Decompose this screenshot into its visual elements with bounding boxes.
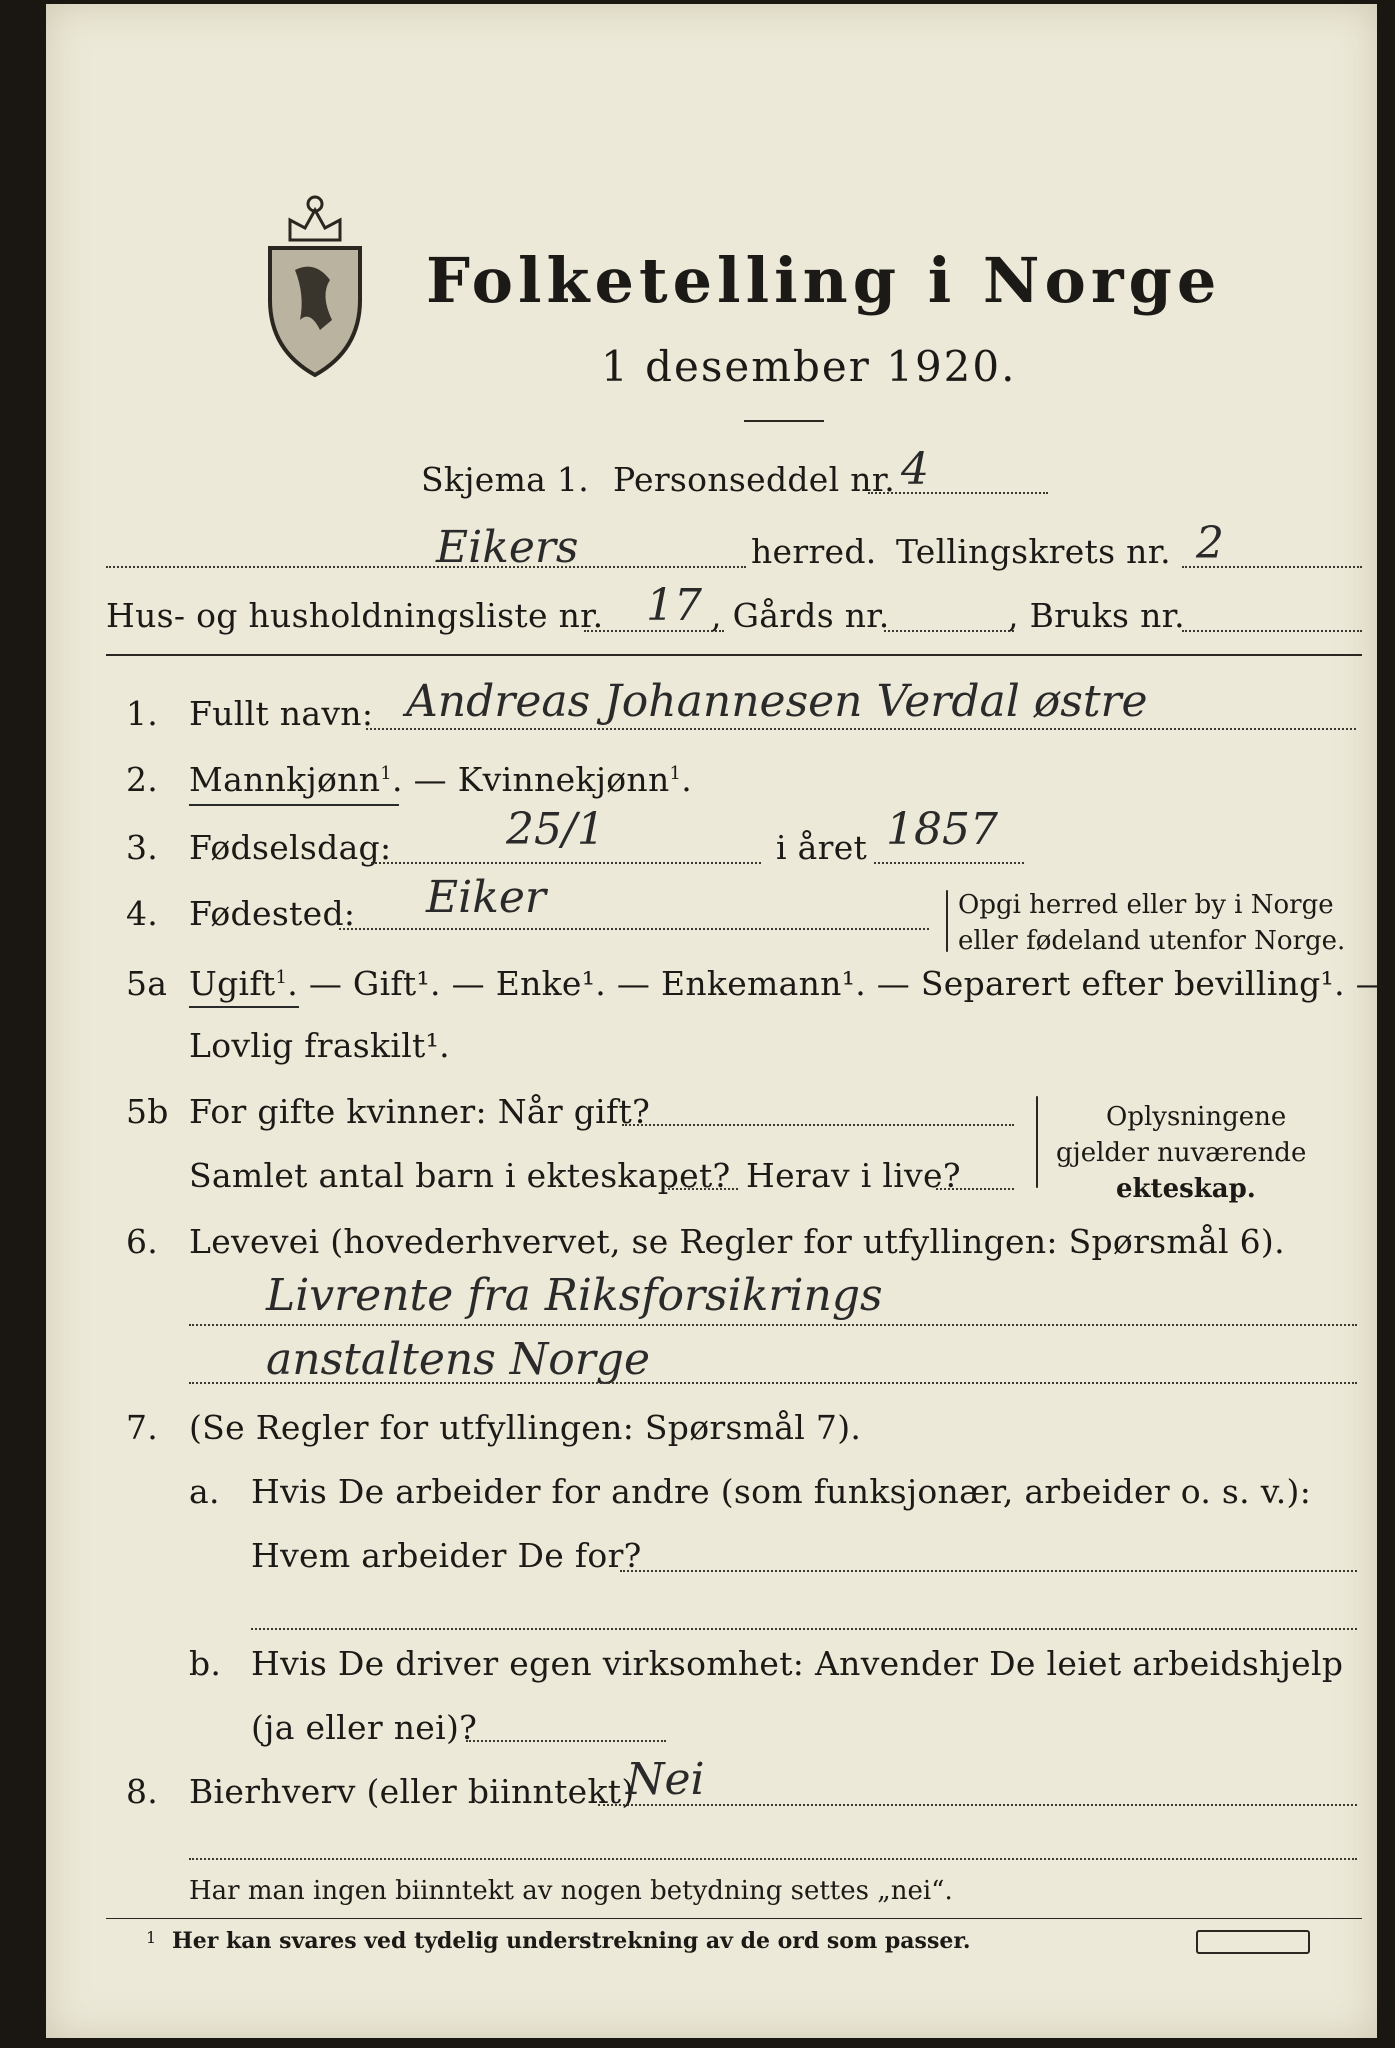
q3-year-value: 1857 — [886, 804, 998, 855]
q7-number: 7. — [126, 1408, 159, 1447]
herred-value: Eikers — [436, 522, 579, 573]
q7b-number: b. — [189, 1644, 222, 1683]
q6-value-2: anstaltens Norge — [266, 1334, 650, 1385]
q4-label: Fødested: — [189, 894, 356, 933]
q8-label: Bierhverv (eller biinntekt) — [189, 1772, 635, 1811]
q4-note-2: eller fødeland utenfor Norge. — [958, 926, 1346, 956]
q5a-ugift: Ugift — [189, 964, 276, 1003]
printer-stamp — [1196, 1930, 1310, 1954]
q8-number: 8. — [126, 1772, 159, 1811]
q6-label: Levevei (hovederhvervet, se Regler for utfyllingen: Spørsmål 6). — [189, 1222, 1285, 1261]
q5a-underline — [189, 1006, 299, 1008]
footnote: Her kan svares ved tydelig understrekning av de ord som passer. — [172, 1928, 971, 1954]
q4-number: 4. — [126, 894, 159, 933]
q7a-number: a. — [189, 1472, 220, 1511]
q2-underline — [189, 804, 399, 806]
q1-value: Andreas Johannesen Verdal østre — [406, 676, 1148, 727]
q2-male: Mannkjønn — [189, 760, 381, 799]
q3-number: 3. — [126, 828, 159, 867]
q5a-options: Ugift$^1$. — Gift¹. — Enke¹. — Enkemann¹. — Separert efter bevilling¹. — — [189, 964, 1389, 1003]
header-divider — [106, 654, 1362, 656]
footnote-mark: 1 — [146, 1928, 157, 1947]
footer-divider — [106, 1918, 1362, 1919]
form-title: Folketelling i Norge — [426, 244, 1222, 317]
tellingskrets-value: 2 — [1196, 518, 1224, 569]
q5a-line-2: Lovlig fraskilt¹. — [189, 1026, 450, 1065]
q3-value: 25/1 — [506, 804, 605, 855]
q5b-number: 5b — [126, 1092, 169, 1131]
personseddel-label: Personseddel nr. — [613, 460, 896, 499]
q3-label: Fødselsdag: — [189, 828, 392, 867]
q2-female: Kvinnekjønn — [457, 760, 670, 799]
q5b-label-3: Herav i live? — [746, 1156, 961, 1195]
q5a-number: 5a — [126, 964, 168, 1003]
census-date: 1 desember 1920. — [601, 342, 1017, 391]
q4-value: Eiker — [426, 872, 546, 923]
q5b-label-2: Samlet antal barn i ekteskapet? — [189, 1156, 731, 1195]
skjema-label: Skjema 1. — [421, 460, 590, 499]
q8-value: Nei — [626, 1754, 705, 1805]
census-form — [46, 4, 1389, 2038]
q5b-note-1: Oplysningene — [1106, 1102, 1287, 1132]
herred-label: herred. — [751, 532, 877, 571]
q2-options: Mannkjønn$^1$. — Kvinnekjønn$^1$. — [189, 760, 693, 799]
q7a-label: Hvis De arbeider for andre (som funksjonær, arbeider o. s. v.): — [251, 1472, 1312, 1511]
q7a-label-2: Hvem arbeider De for? — [251, 1536, 642, 1575]
q6-value-1: Livrente fra Riksforsikrings — [266, 1270, 883, 1321]
divider — [744, 420, 824, 422]
hus-label: Hus- og husholdningsliste nr. — [106, 596, 604, 635]
q5b-note-3: ekteskap. — [1116, 1174, 1256, 1204]
gards-label: , Gårds nr. — [711, 596, 890, 635]
personseddel-value: 4 — [901, 444, 929, 495]
tellingskrets-label: Tellingskrets nr. — [896, 532, 1171, 571]
q7b-label: Hvis De driver egen virksomhet: Anvender De leiet arbeidshjelp — [251, 1644, 1344, 1683]
footer-note: Har man ingen biinntekt av nogen betydning settes „nei“. — [189, 1876, 953, 1906]
q7-label: (Se Regler for utfyllingen: Spørsmål 7). — [189, 1408, 862, 1447]
q1-number: 1. — [126, 694, 159, 733]
q5b-note-2: gjelder nuværende — [1056, 1138, 1307, 1168]
bruks-label: , Bruks nr. — [1008, 596, 1185, 635]
hus-value: 17 — [646, 580, 702, 631]
q5b-label-1: For gifte kvinner: Når gift? — [189, 1092, 651, 1131]
q7b-label-2: (ja eller nei)? — [251, 1708, 478, 1747]
q6-number: 6. — [126, 1222, 159, 1261]
q3-year-label: i året — [776, 828, 868, 867]
q2-number: 2. — [126, 760, 159, 799]
q4-note-1: Opgi herred eller by i Norge — [958, 890, 1334, 920]
coat-of-arms-icon — [260, 180, 370, 380]
q1-label: Fullt navn: — [189, 694, 374, 733]
